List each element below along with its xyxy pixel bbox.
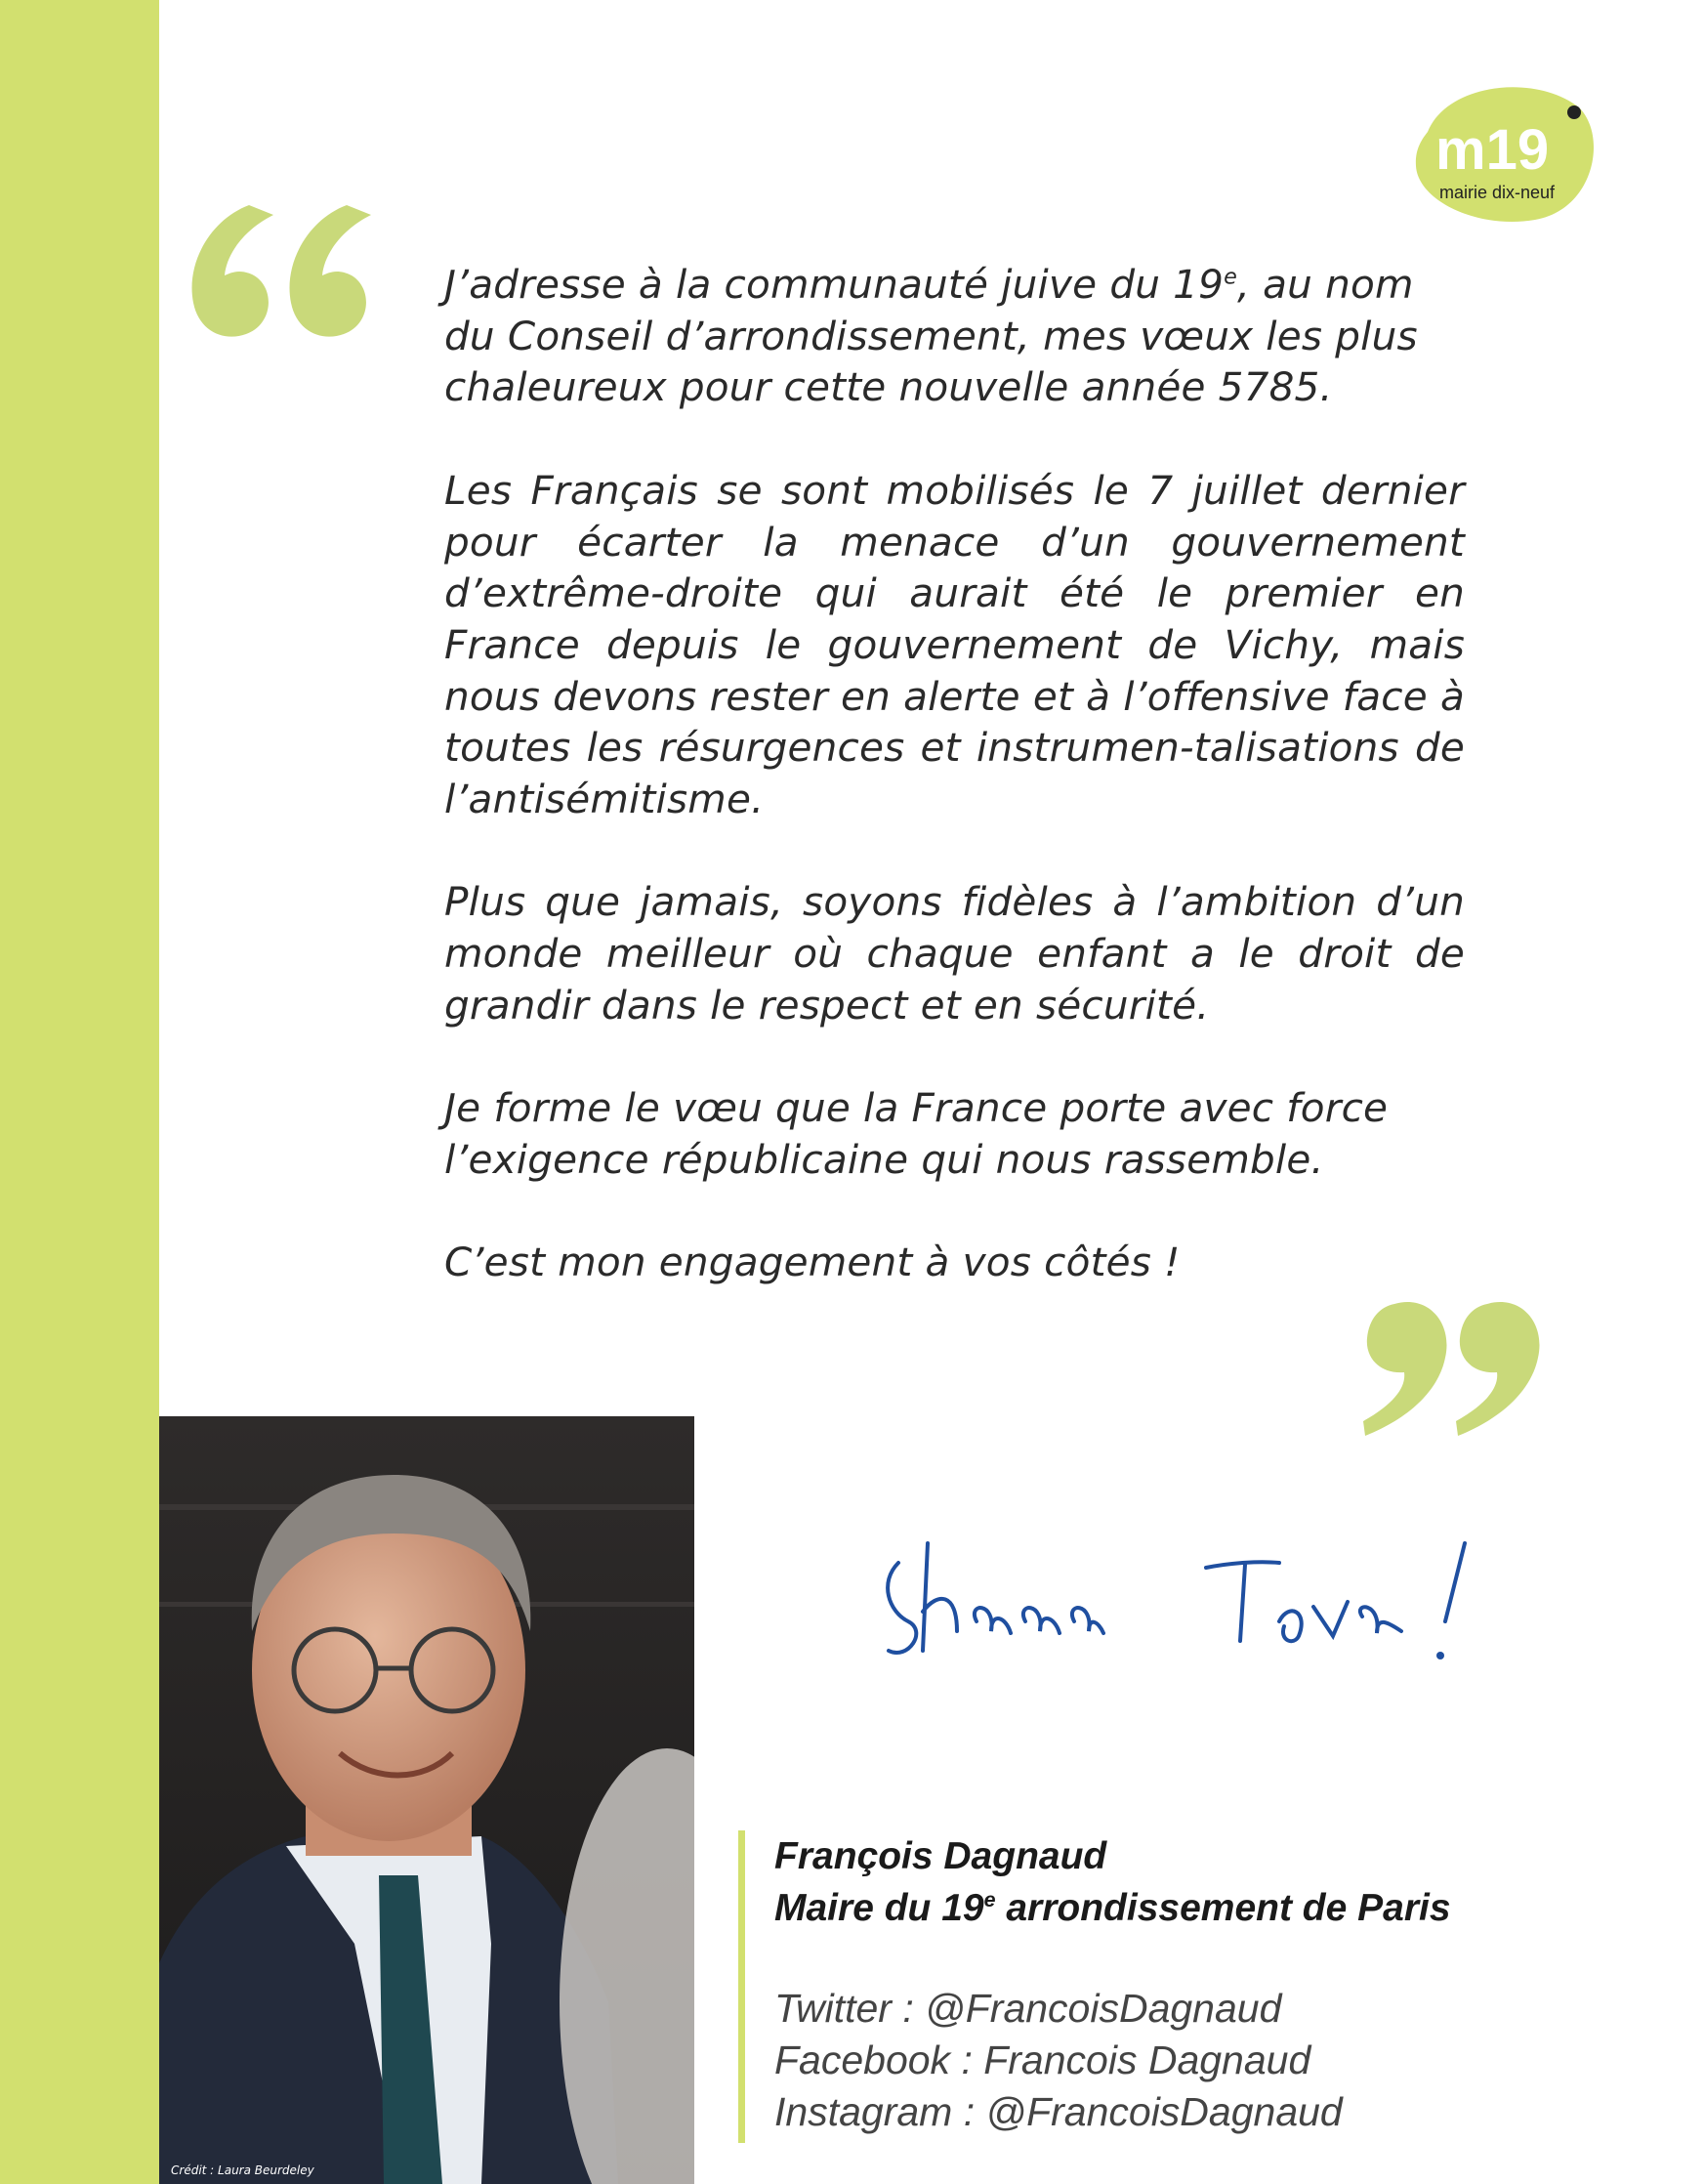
closing-quote-icon [1355,1294,1546,1450]
letter-paragraph: Plus que jamais, soyons fidèles à l’ambition d’un monde meilleur où chaque enfant a le droit de grandir dans le respect et en sécurité. [444,878,1465,1029]
letter-body [444,259,1465,1340]
twitter-handle: Twitter : @FrancoisDagnaud [774,1986,1282,2031]
letter-paragraph: Je forme le vœu que la France porte avec force l’exigence républicaine qui nous rassemble. [444,1084,1389,1183]
letter-paragraph: J’adresse à la communauté juive du 19e, au nom du Conseil d’arrondissement, mes vœux les plus chaleureux pour cette nouvelle année 5785. [444,261,1418,411]
mairie-logo [1398,73,1603,230]
letter-paragraph: Les Français se sont mobilisés le 7 juillet dernier pour écarter la menace d’un gouvernement d’extrême-droite qui aurait été le premier en France depuis le gouvernement de Vichy, mais nous devons rester en alerte et à l’offensive face à toutes les résurgences et instrumen-talisations de l’antisémitisme. [444,466,1465,823]
author-name: François Dagnaud [774,1835,1107,1877]
accent-side-bar [0,0,159,2184]
logo-tagline: mairie dix-neuf [1439,183,1556,202]
photo-credit: Crédit : Laura Beurdeley [171,2163,314,2177]
author-block [738,1830,1676,2143]
portrait-photo [159,1416,694,2184]
social-links [774,1983,1676,2138]
instagram-handle: Instagram : @FrancoisDagnaud [774,2089,1343,2134]
logo-mark: m19 [1435,118,1550,182]
author-role: Maire du 19e arrondissement de Paris [774,1887,1451,1929]
handwritten-signature [869,1524,1533,1680]
facebook-handle: Facebook : Francois Dagnaud [774,2037,1311,2082]
opening-quote-icon [186,186,391,352]
letter-closing: C’est mon engagement à vos côtés ! [444,1239,1181,1286]
